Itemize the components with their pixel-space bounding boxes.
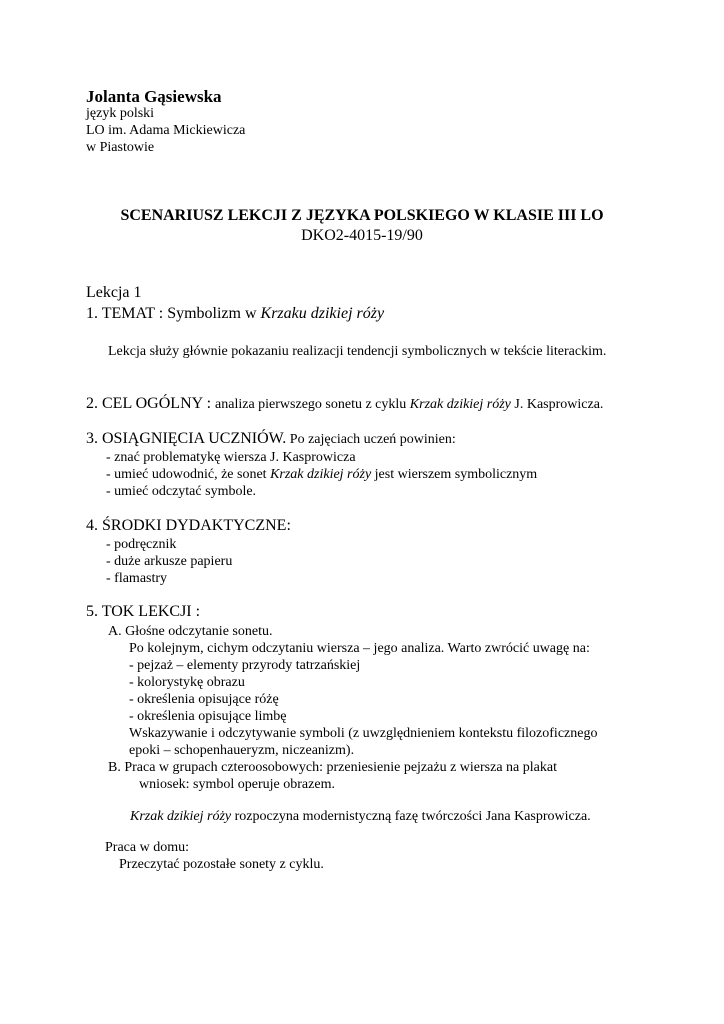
tok-b-title: B. Praca w grupach czteroosobowych: przeniesienie pejzażu z wiersza na plakat (108, 760, 557, 775)
author-school: LO im. Adama Mickiewicza (86, 123, 246, 138)
homework-label: Praca w domu: (105, 840, 189, 855)
srodki-heading: 4. ŚRODKI DYDAKTYCZNE: (86, 517, 291, 534)
tok-closing-poem: Krzak dzikiej róży (130, 809, 232, 824)
tok-heading: 5. TOK LEKCJI : (86, 603, 201, 620)
tok-a-item-3: - określenia opisujące różę (129, 692, 279, 707)
osiagniecia-intro: Po zajęciach uczeń powinien: (286, 432, 456, 447)
srodki-item-2: - duże arkusze papieru (106, 554, 233, 569)
tok-a-line-8: epoki – schopenhaueryzm, niczeanizm). (129, 743, 355, 758)
tok-closing-text: rozpoczyna modernistyczną fazę twórczości Jana Kasprowicza. (231, 809, 591, 824)
tok-a-item-1: - pejzaż – elementy przyrody tatrzańskiej (129, 658, 361, 673)
tok-closing (130, 810, 591, 824)
osiagniecia-item-3: - umieć odczytać symbole. (106, 484, 257, 499)
tok-a-item-4: - określenia opisujące limbę (129, 709, 287, 724)
author-subject: język polski (86, 106, 155, 121)
temat-label: 1. TEMAT : Symbolizm w (86, 305, 261, 322)
lesson-number: Lekcja 1 (86, 284, 142, 301)
tok-a-title: A. Głośne odczytanie sonetu. (108, 624, 273, 639)
srodki-item-3: - flamastry (106, 571, 168, 586)
osiagniecia-item-2-poem: Krzak dzikiej róży (270, 467, 372, 482)
cel-text-after: J. Kasprowicza. (510, 397, 604, 412)
cel-poem-title: Krzak dzikiej róży (409, 397, 511, 412)
temat-poem-title: Krzaku dzikiej róży (260, 305, 385, 322)
homework-text: Przeczytać pozostałe sonety z cyklu. (119, 857, 324, 872)
temat-heading (86, 306, 384, 322)
temat-note: Lekcja służy głównie pokazaniu realizacji tendencji symbolicznych w tekście literackim. (108, 344, 607, 359)
osiagniecia-heading: 3. OSIĄGNIĘCIA UCZNIÓW. (86, 430, 287, 447)
author-town: w Piastowie (86, 140, 155, 155)
program-code: DKO2-4015-19/90 (301, 227, 423, 244)
tok-a-line-2: Po kolejnym, cichym odczytaniu wiersza – jego analiza. Warto zwrócić uwagę na: (129, 641, 590, 656)
tok-a-item-2: - kolorystykę obrazu (129, 675, 245, 690)
osiagniecia-item-2-before: - umieć udowodnić, że sonet (106, 467, 271, 482)
cel-text-before: analiza pierwszego sonetu z cyklu (215, 397, 410, 412)
osiagniecia-line (86, 431, 456, 447)
document-title: SCENARIUSZ LEKCJI Z JĘZYKA POLSKIEGO W KLASIE III LO (120, 207, 604, 224)
cel-heading: 2. CEL OGÓLNY : (86, 395, 216, 412)
tok-a-line-7: Wskazywanie i odczytywanie symboli (z uwzględnieniem kontekstu filozoficznego (129, 726, 598, 741)
tok-b-line-2: wniosek: symbol operuje obrazem. (139, 777, 335, 792)
osiagniecia-item-1: - znać problematykę wiersza J. Kasprowicza (106, 450, 356, 465)
author-name: Jolanta Gąsiewska (86, 87, 222, 106)
osiagniecia-item-2-after: jest wierszem symbolicznym (371, 467, 538, 482)
srodki-item-1: - podręcznik (106, 537, 177, 552)
cel-line (86, 396, 603, 412)
osiagniecia-item-2 (106, 468, 537, 482)
